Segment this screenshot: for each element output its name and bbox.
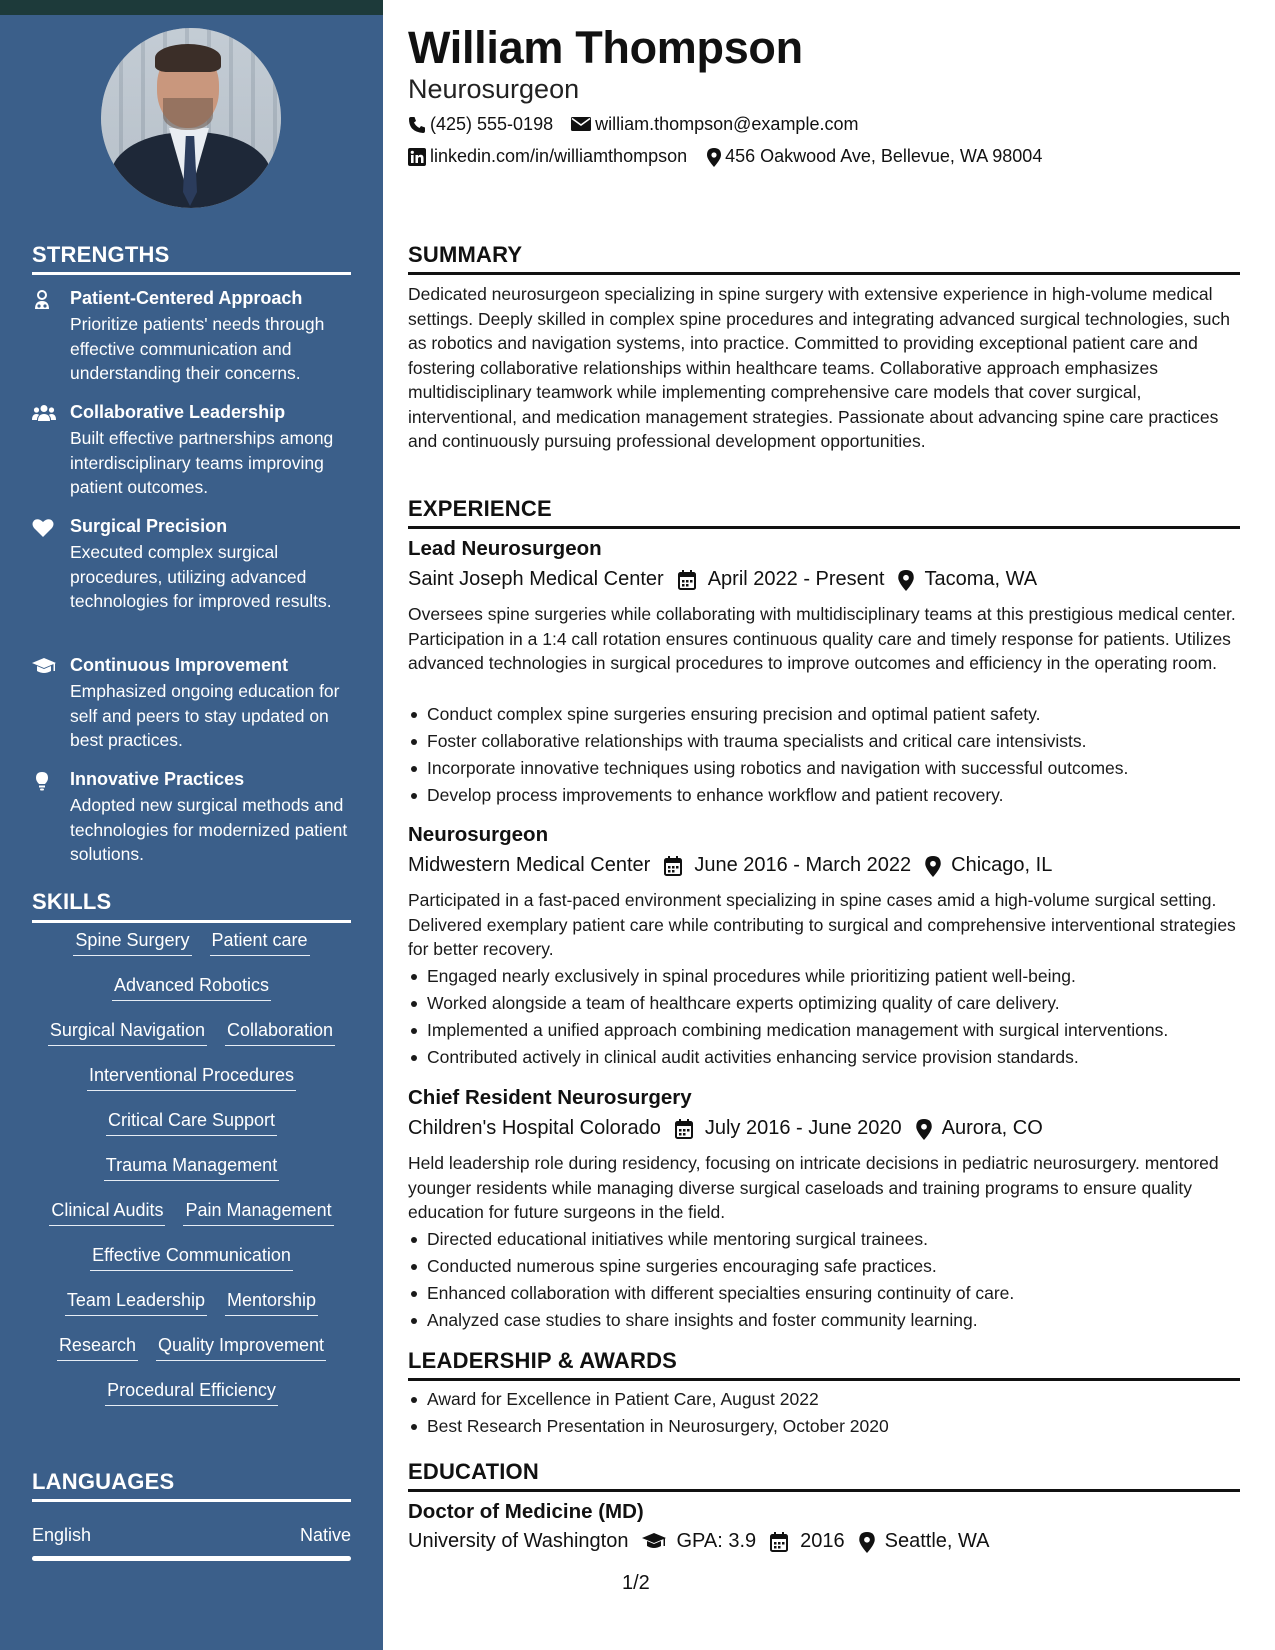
sidebar-top-bar [0, 0, 383, 15]
skill-row [32, 1245, 351, 1290]
skill-tag: Surgical Navigation [48, 1020, 207, 1046]
job-dates: April 2022 - Present [707, 568, 885, 590]
job-company: Children's Hospital Colorado [408, 1117, 661, 1139]
lightbulb-icon [32, 771, 54, 791]
job-role: Neurosurgeon [408, 823, 549, 846]
skill-tag: Effective Communication [90, 1245, 293, 1271]
job-bullet: Analyzed case studies to share insights and foster community learning. [408, 1307, 1240, 1334]
users-icon [32, 404, 54, 424]
job-company: Midwestern Medical Center [408, 854, 651, 876]
job-location: Aurora, CO [941, 1117, 1043, 1139]
skill-row [32, 1065, 351, 1110]
awards-list [408, 1386, 1240, 1440]
map-pin-icon [916, 1119, 932, 1139]
skill-row [32, 1335, 351, 1380]
skills-heading: SKILLS [32, 889, 112, 914]
job-bullet: Incorporate innovative techniques using robotics and navigation with successful outcomes. [408, 755, 1240, 782]
job-role: Chief Resident Neurosurgery [408, 1086, 692, 1109]
skill-tag: Pain Management [183, 1200, 333, 1226]
skill-tag: Spine Surgery [73, 930, 191, 956]
skill-tag: Research [57, 1335, 138, 1361]
strength-description: Built effective partnerships among interdisciplinary teams improving patient outcomes. [70, 428, 334, 497]
job-bullet: Enhanced collaboration with different specialties ensuring continuity of care. [408, 1280, 1240, 1307]
calendar-icon [770, 1532, 790, 1552]
user-doctor-icon [32, 290, 54, 310]
strengths-heading: STRENGTHS [32, 242, 170, 267]
job-location: Tacoma, WA [924, 568, 1038, 590]
skill-tag: Critical Care Support [106, 1110, 277, 1136]
map-pin-icon [707, 148, 721, 166]
strength-description: Adopted new surgical methods and technologies for modernized patient solutions. [70, 795, 348, 864]
job-location: Chicago, IL [951, 854, 1053, 876]
award-item: Award for Excellence in Patient Care, August 2022 [408, 1386, 1240, 1413]
awards-heading: LEADERSHIP & AWARDS [408, 1348, 678, 1373]
graduation-cap-icon [642, 1532, 666, 1552]
skill-row [32, 930, 351, 975]
job-bullet: Develop process improvements to enhance workflow and patient recovery. [408, 782, 1240, 809]
skill-row [32, 1200, 351, 1245]
education-year: 2016 [800, 1530, 845, 1552]
language-level: Native [299, 1525, 351, 1545]
strength-title: Innovative Practices [70, 769, 245, 789]
education-meta [408, 1530, 990, 1553]
strength-title: Collaborative Leadership [70, 402, 286, 422]
email-text: william.thompson@example.com [595, 114, 859, 134]
job-meta [408, 568, 1037, 591]
map-pin-icon [925, 856, 941, 876]
skill-row [32, 1380, 351, 1425]
summary-rule [408, 272, 1240, 275]
skill-tag: Patient care [210, 930, 310, 956]
strength-description: Executed complex surgical procedures, utilizing advanced technologies for improved results. [70, 542, 332, 611]
strength-title: Continuous Improvement [70, 655, 289, 675]
job-meta [408, 1117, 1043, 1140]
phone-icon [408, 116, 426, 134]
skill-tag: Team Leadership [65, 1290, 207, 1316]
education-gpa: GPA: 3.9 [676, 1530, 757, 1552]
skills-list [32, 930, 351, 1425]
skill-tag: Clinical Audits [49, 1200, 165, 1226]
avatar [101, 28, 281, 208]
job-description: Participated in a fast-paced environment specializing in spine cases amid a high-volume surgical setting. Delivered exemplary patient care while contributing to surgical and comprehensive interventional strategies for better recovery. [408, 890, 1236, 959]
skill-row [32, 975, 351, 1020]
job-description: Oversees spine surgeries while collaborating with multidisciplinary teams at this prestigious medical center. Participation in a 1:4 call rotation ensures continuous quality care and timely response for patients. Utilizes advanced technologies in surgical procedures to improve outcomes and efficiency in the operating room. [408, 604, 1236, 673]
candidate-title: Neurosurgeon [408, 74, 580, 104]
contact-line-2 [408, 146, 1060, 167]
skill-row [32, 1110, 351, 1155]
calendar-icon [675, 1119, 695, 1139]
linkedin-icon [408, 148, 426, 166]
language-name: English [32, 1525, 92, 1545]
skill-tag: Collaboration [225, 1020, 335, 1046]
education-degree: Doctor of Medicine (MD) [408, 1500, 644, 1523]
job-meta [408, 854, 1052, 877]
education-heading: EDUCATION [408, 1459, 539, 1484]
phone-text: (425) 555-0198 [430, 114, 554, 134]
job-bullet: Conduct complex spine surgeries ensuring precision and optimal patient safety. [408, 701, 1240, 728]
education-rule [408, 1489, 1240, 1492]
graduation-cap-icon [32, 657, 54, 677]
candidate-name: William Thompson [408, 22, 803, 73]
phone-item[interactable] [408, 114, 553, 135]
job-bullet: Worked alongside a team of healthcare experts optimizing quality of care delivery. [408, 990, 1240, 1017]
award-item: Best Research Presentation in Neurosurgery, October 2020 [408, 1413, 1240, 1440]
job-bullet: Conducted numerous spine surgeries encouraging safe practices. [408, 1253, 1240, 1280]
experience-rule [408, 526, 1240, 529]
language-proficiency-bar [32, 1556, 351, 1561]
skill-tag: Interventional Procedures [87, 1065, 296, 1091]
map-pin-icon [898, 570, 914, 590]
experience-heading: EXPERIENCE [408, 496, 552, 521]
address-item [707, 146, 1042, 167]
calendar-icon [678, 570, 698, 590]
job-bullet: Directed educational initiatives while mentoring surgical trainees. [408, 1226, 1240, 1253]
contact-line-1 [408, 114, 876, 135]
heart-icon [32, 518, 54, 538]
summary-heading: SUMMARY [408, 242, 523, 267]
job-dates: June 2016 - March 2022 [694, 854, 912, 876]
map-pin-icon [859, 1532, 875, 1552]
job-bullet: Contributed actively in clinical audit activities enhancing service provision standards. [408, 1044, 1240, 1071]
strength-description: Emphasized ongoing education for self and peers to stay updated on best practices. [70, 681, 340, 750]
skill-row [32, 1020, 351, 1065]
linkedin-item[interactable] [408, 146, 687, 167]
language-proficiency-fill [32, 1556, 351, 1561]
awards-rule [408, 1378, 1240, 1381]
job-bullets [408, 701, 1240, 809]
address-text: 456 Oakwood Ave, Bellevue, WA 98004 [725, 146, 1043, 166]
skill-row [32, 1155, 351, 1200]
skill-tag: Mentorship [225, 1290, 318, 1316]
sidebar [0, 0, 383, 1650]
page-number: 1/2 [622, 1572, 650, 1594]
email-item[interactable] [571, 114, 858, 135]
calendar-icon [664, 856, 684, 876]
skill-tag: Trauma Management [104, 1155, 279, 1181]
strength-title: Surgical Precision [70, 516, 228, 536]
skill-tag: Quality Improvement [156, 1335, 326, 1361]
strengths-rule [32, 272, 351, 275]
job-bullet: Foster collaborative relationships with trauma specialists and critical care intensivists. [408, 728, 1240, 755]
job-company: Saint Joseph Medical Center [408, 568, 664, 590]
strength-title: Patient-Centered Approach [70, 288, 303, 308]
education-location: Seattle, WA [884, 1530, 990, 1552]
skill-tag: Advanced Robotics [112, 975, 271, 1001]
job-description: Held leadership role during residency, focusing on intricate decisions in pediatric neurosurgery. mentored younger residents while managing diverse surgical caseloads and training programs to ensure quality education for future surgeons in the field. [408, 1153, 1219, 1222]
languages-rule [32, 1499, 351, 1502]
job-role: Lead Neurosurgeon [408, 537, 602, 560]
languages-heading: LANGUAGES [32, 1469, 175, 1494]
summary-text: Dedicated neurosurgeon specializing in spine surgery with extensive experience in high-volume medical settings. Deeply skilled in complex spine procedures and integrating advanced surgical technologies, such as robotics and navigation systems, into practice. Committed to providing exceptional patient care and fostering collaborative relationships within healthcare teams. Collaborative approach emphasizes multidisciplinary teamwork while implementing comprehensive care models that cover surgical, interventional, and medication management strategies. Passionate about advancing spine care practices and continuously pursuing professional development opportunities. [408, 284, 1231, 451]
job-bullets [408, 1226, 1240, 1334]
linkedin-text: linkedin.com/in/williamthompson [430, 146, 688, 166]
skill-tag: Procedural Efficiency [105, 1380, 278, 1406]
education-school: University of Washington [408, 1530, 629, 1552]
job-bullet: Implemented a unified approach combining medication management with surgical interventions. [408, 1017, 1240, 1044]
job-bullet: Engaged nearly exclusively in spinal procedures while prioritizing patient well-being. [408, 963, 1240, 990]
envelope-icon [571, 116, 591, 134]
job-bullets [408, 963, 1240, 1071]
skill-row [32, 1290, 351, 1335]
skills-rule [32, 920, 351, 923]
job-dates: July 2016 - June 2020 [704, 1117, 902, 1139]
strength-description: Prioritize patients' needs through effective communication and understanding their concerns. [70, 314, 325, 383]
